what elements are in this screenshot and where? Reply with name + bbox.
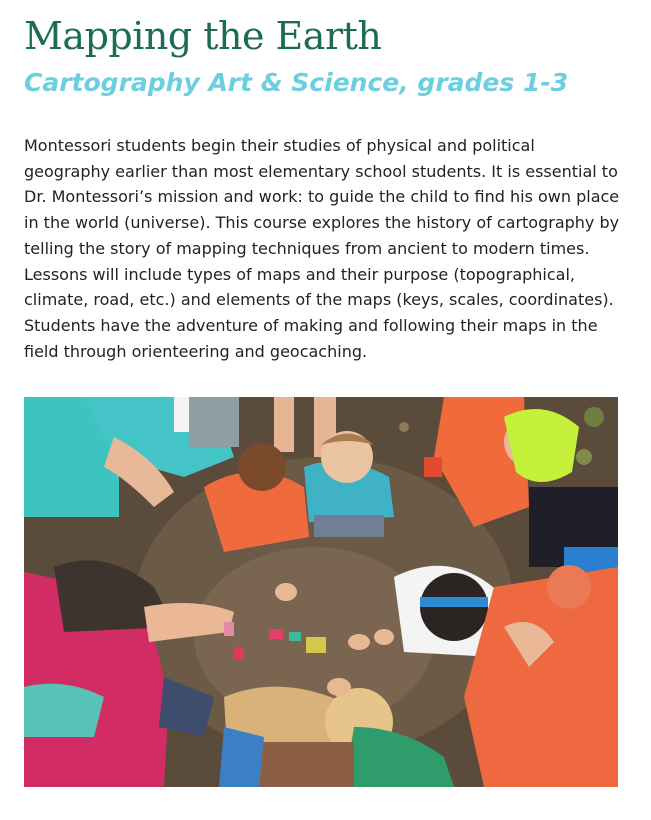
children-circle-photo — [24, 397, 618, 787]
page-title: Mapping the Earth — [24, 14, 382, 58]
page-subtitle: Cartography Art & Science, grades 1-3 — [24, 68, 569, 97]
course-description: Montessori students begin their studies of physical and political geography earlier than most elementary school students. It is essential to Dr. Montessori’s mission and work: to guide the child to find his own place in the world (universe). This course explores the history of cartography by telling the story of mapping techniques from ancient to modern times. Lessons will include types of maps and their purpose (topographical, climate, road, etc.) and elements of the maps (keys, scales, coordinates). Students have the adventure of making and following their maps in the field through orienteering and geocaching. — [24, 136, 620, 361]
